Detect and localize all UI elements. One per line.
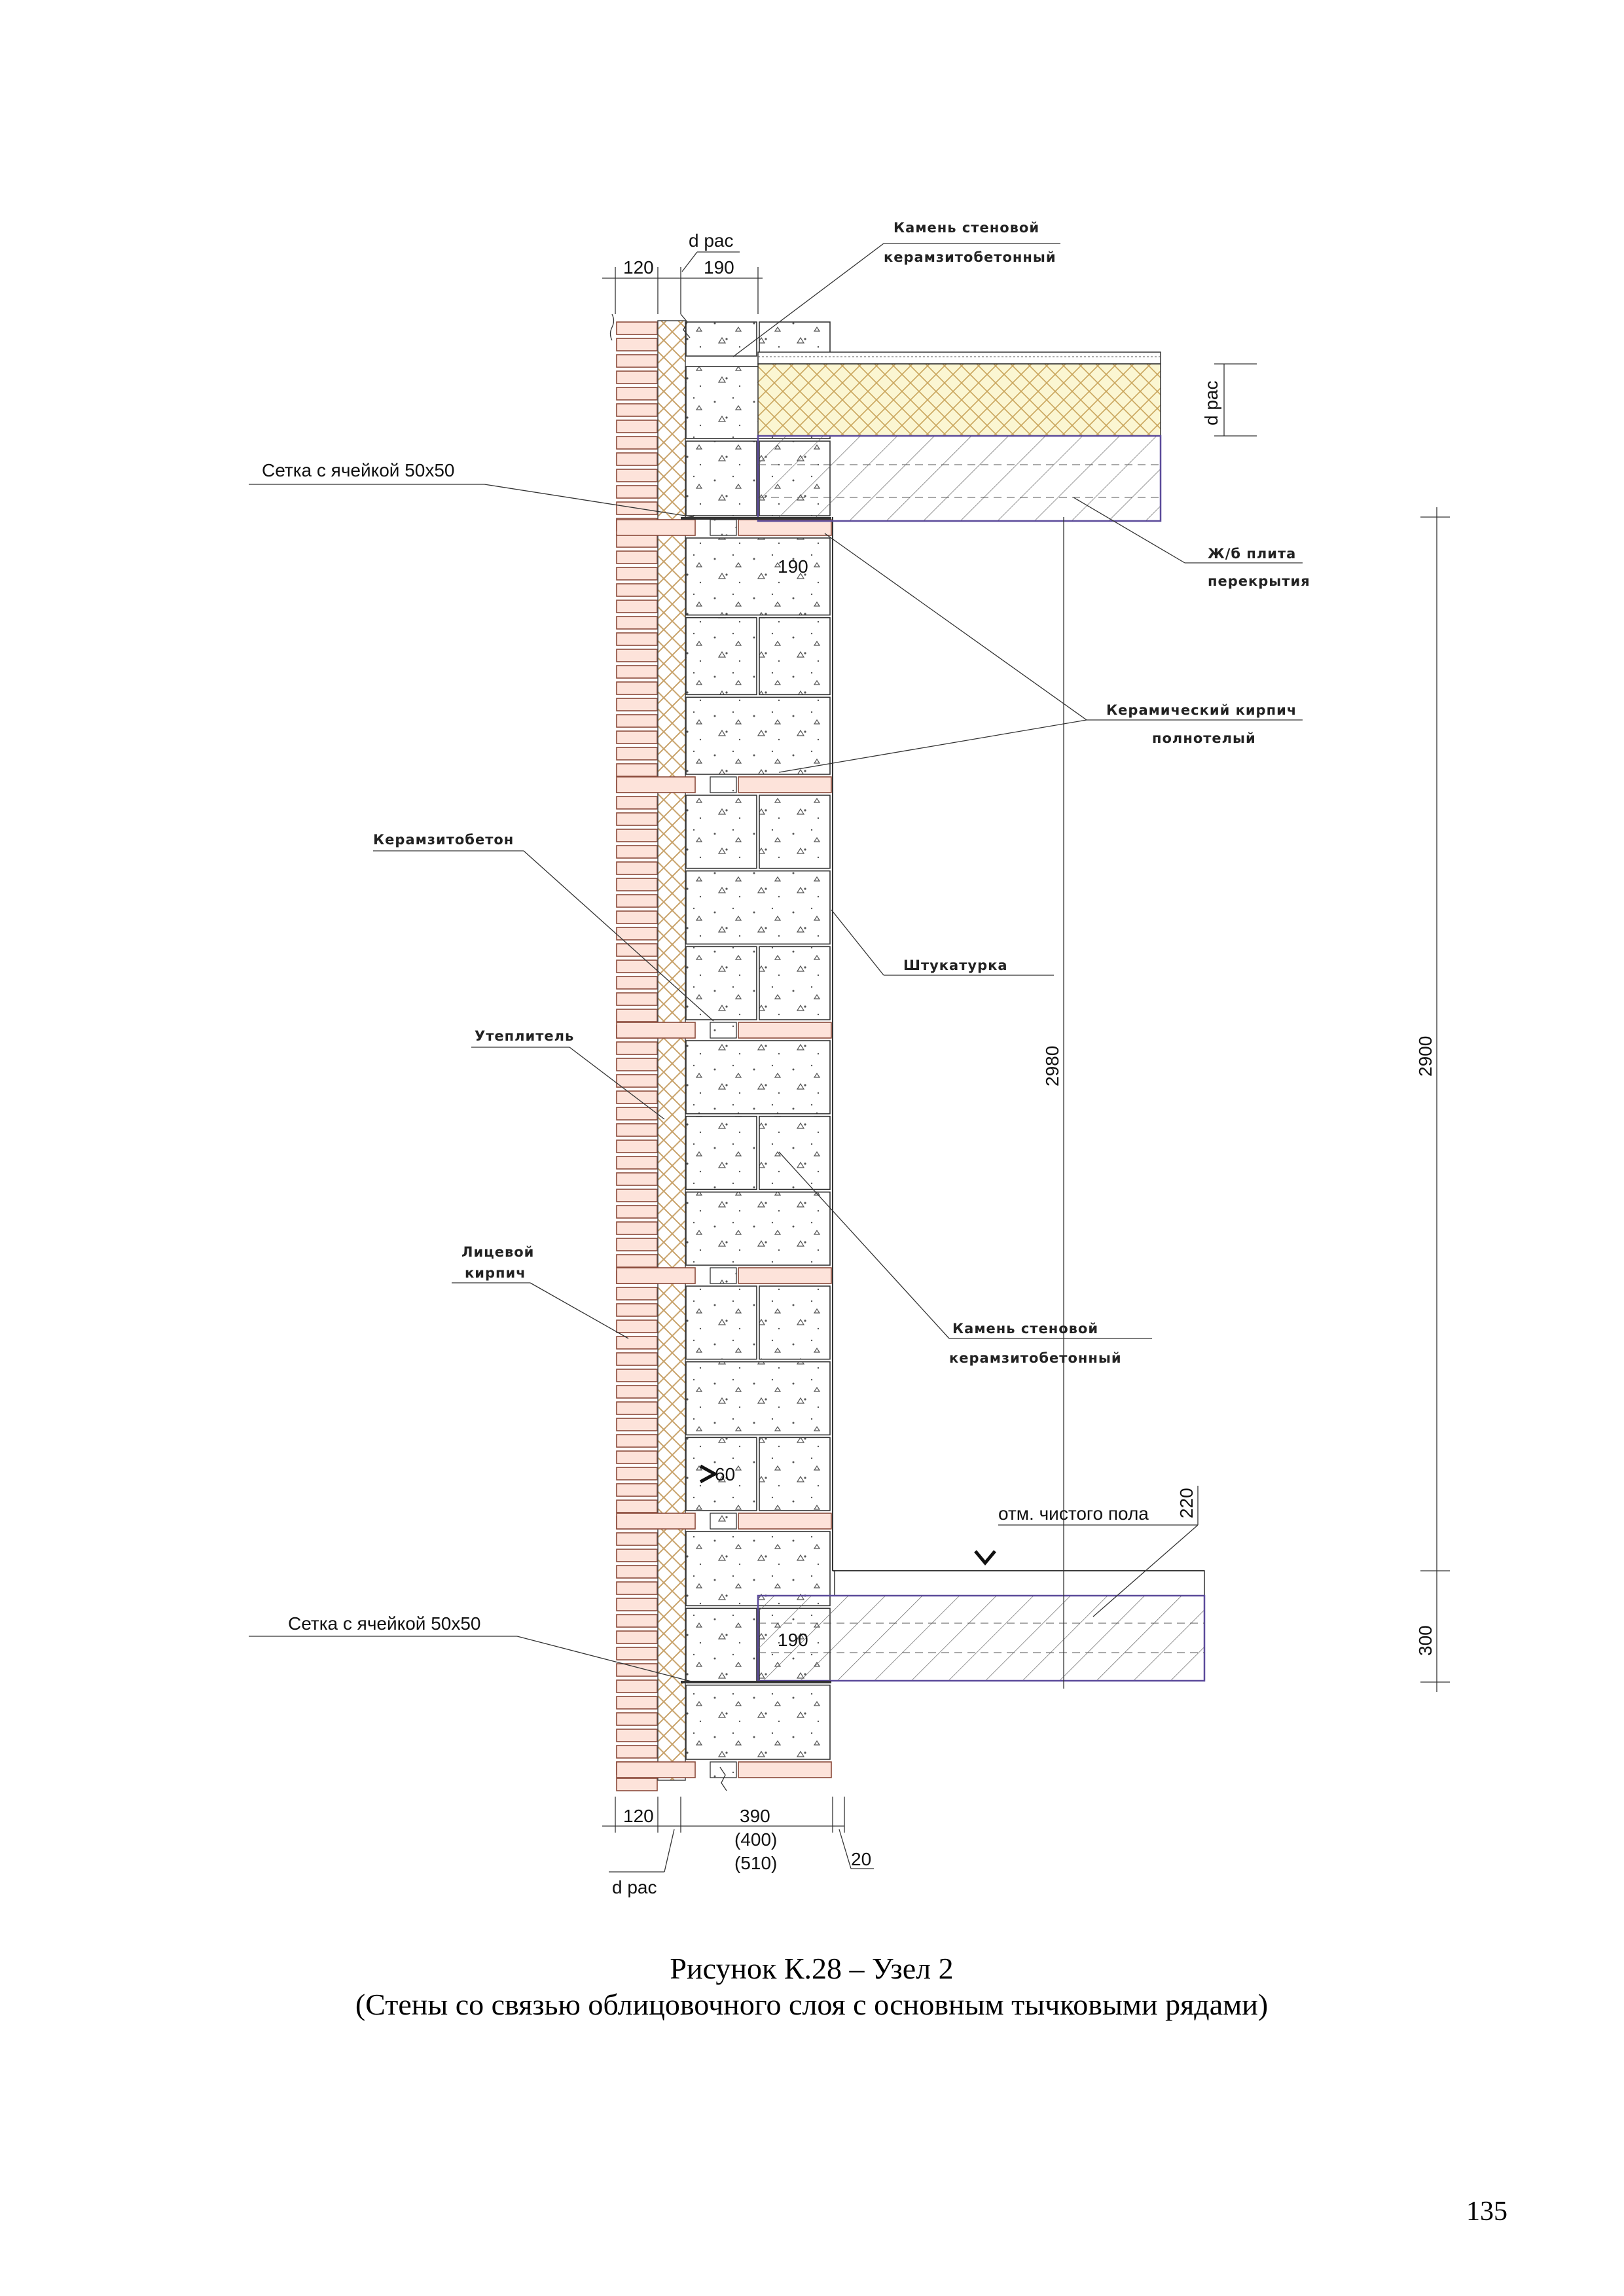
label-otm-pola: отм. чистого пола bbox=[998, 1503, 1149, 1524]
facing-brick bbox=[617, 1664, 657, 1676]
facing-brick bbox=[617, 960, 657, 973]
label-licevoy-1: Лицевой bbox=[461, 1244, 535, 1260]
concrete-block bbox=[759, 795, 830, 869]
concrete-block bbox=[686, 618, 757, 695]
tie-brick bbox=[617, 1022, 695, 1038]
facing-brick bbox=[617, 567, 657, 580]
label-licevoy-2: кирпич bbox=[465, 1265, 526, 1281]
concrete-block bbox=[686, 1362, 830, 1435]
label-plita-1: Ж/б плита bbox=[1208, 546, 1297, 562]
concrete-block bbox=[759, 618, 830, 695]
label-kamen-mid-1: Камень стеновой bbox=[952, 1321, 1099, 1336]
facing-brick bbox=[617, 1713, 657, 1725]
ceramic-brick bbox=[738, 1268, 831, 1283]
facing-brick bbox=[617, 1680, 657, 1693]
keramzit-concrete-fill bbox=[710, 777, 736, 793]
facing-brick bbox=[617, 1435, 657, 1447]
dim-top-120: 120 bbox=[623, 257, 654, 278]
facing-brick bbox=[617, 437, 657, 449]
label-kamen-top-2: керамзитобетонный bbox=[884, 249, 1056, 265]
dim-bottom-390: 390 bbox=[740, 1806, 770, 1826]
facing-brick bbox=[617, 1566, 657, 1578]
dim-d-ras-right: d рас bbox=[1201, 380, 1221, 425]
facing-brick bbox=[617, 1075, 657, 1087]
dim-2980: 2980 bbox=[1042, 1045, 1062, 1086]
facing-brick bbox=[617, 1778, 657, 1791]
facing-brick bbox=[617, 944, 657, 956]
facing-brick bbox=[617, 1549, 657, 1562]
facing-brick bbox=[617, 338, 657, 351]
facing-brick bbox=[617, 1729, 657, 1742]
facing-brick bbox=[617, 895, 657, 907]
figure-caption-line1: Рисунок К.28 – Узел 2 bbox=[670, 1952, 954, 1985]
concrete-block bbox=[759, 1117, 830, 1190]
concrete-block bbox=[686, 795, 757, 869]
concrete-block bbox=[686, 1192, 830, 1265]
tie-brick bbox=[617, 1762, 695, 1778]
label-kamen-mid-2: керамзитобетонный bbox=[949, 1350, 1122, 1366]
keramzit-concrete-fill bbox=[710, 1513, 736, 1529]
facing-brick bbox=[617, 1009, 657, 1022]
facing-brick bbox=[617, 1304, 657, 1316]
facing-brick bbox=[617, 1287, 657, 1300]
facing-brick bbox=[617, 1582, 657, 1594]
dim-bottom-20: 20 bbox=[851, 1849, 872, 1869]
facing-brick bbox=[617, 420, 657, 433]
concrete-block bbox=[686, 441, 757, 516]
tie-brick bbox=[617, 1513, 695, 1529]
insulation-layer bbox=[658, 321, 685, 1780]
facing-brick bbox=[617, 993, 657, 1005]
label-setka-bottom: Сетка с ячейкой 50х50 bbox=[288, 1613, 481, 1634]
concrete-block bbox=[686, 322, 757, 356]
facing-brick bbox=[617, 1336, 657, 1349]
facing-brick bbox=[617, 1222, 657, 1234]
keramzit-concrete-fill bbox=[710, 1762, 736, 1778]
tie-brick bbox=[617, 520, 695, 535]
facing-brick bbox=[617, 829, 657, 842]
keramzit-concrete-fill bbox=[710, 1022, 736, 1038]
facing-brick bbox=[617, 1746, 657, 1758]
facing-brick bbox=[617, 1631, 657, 1643]
facing-brick bbox=[617, 1451, 657, 1463]
concrete-block-layer bbox=[686, 322, 830, 1759]
facing-brick bbox=[617, 1320, 657, 1333]
concrete-block bbox=[759, 1286, 830, 1359]
facing-brick-layer bbox=[617, 322, 657, 1791]
concrete-block bbox=[759, 1437, 830, 1511]
concrete-block bbox=[686, 538, 830, 615]
dim-2900: 2900 bbox=[1415, 1035, 1435, 1077]
facing-brick bbox=[617, 1467, 657, 1480]
facing-brick bbox=[617, 846, 657, 858]
label-shtukaturka: Штукатурка bbox=[903, 958, 1008, 973]
dim-d-ras-top: d рас bbox=[689, 230, 734, 251]
concrete-block bbox=[686, 1117, 757, 1190]
facing-brick bbox=[617, 1533, 657, 1545]
facing-brick bbox=[617, 1173, 657, 1185]
dim-bottom-400: (400) bbox=[734, 1829, 778, 1850]
facing-brick bbox=[617, 1238, 657, 1251]
facing-brick bbox=[617, 698, 657, 711]
dim-mid-190: 190 bbox=[778, 556, 808, 577]
ceramic-brick bbox=[738, 777, 831, 793]
facing-brick bbox=[617, 1386, 657, 1398]
concrete-block bbox=[686, 1608, 757, 1682]
concrete-block bbox=[686, 1532, 830, 1605]
facing-brick bbox=[617, 1500, 657, 1513]
dim-300: 300 bbox=[1415, 1625, 1435, 1656]
facing-brick bbox=[617, 486, 657, 498]
ceramic-brick bbox=[738, 1762, 831, 1778]
facing-brick bbox=[617, 1189, 657, 1202]
facing-brick bbox=[617, 1042, 657, 1054]
label-plita-2: перекрытия bbox=[1208, 573, 1310, 589]
facing-brick bbox=[617, 649, 657, 662]
facing-brick bbox=[617, 1206, 657, 1218]
facing-brick bbox=[617, 1615, 657, 1627]
facing-brick bbox=[617, 977, 657, 989]
tie-brick bbox=[617, 1268, 695, 1283]
facing-brick bbox=[617, 617, 657, 629]
dim-bottom-190: 190 bbox=[778, 1630, 808, 1650]
facing-brick bbox=[617, 878, 657, 891]
facing-brick bbox=[617, 927, 657, 940]
facing-brick bbox=[617, 731, 657, 744]
concrete-block bbox=[686, 1685, 830, 1759]
figure-caption-line2: (Стены со связью облицовочного слоя с основным тычковыми рядами) bbox=[355, 1988, 1269, 2021]
facing-brick bbox=[617, 600, 657, 613]
label-keram-kirpich-1: Керамический кирпич bbox=[1106, 702, 1297, 718]
facing-brick bbox=[617, 862, 657, 874]
facing-brick bbox=[617, 1091, 657, 1103]
tie-brick bbox=[617, 777, 695, 793]
facing-brick bbox=[617, 1696, 657, 1709]
facing-brick bbox=[617, 535, 657, 547]
dim-d-ras-bottom: d рас bbox=[612, 1877, 657, 1897]
facing-brick bbox=[617, 682, 657, 694]
facing-brick bbox=[617, 747, 657, 760]
concrete-block bbox=[686, 946, 757, 1020]
facing-brick bbox=[617, 1353, 657, 1365]
facing-brick bbox=[617, 1157, 657, 1169]
facing-brick bbox=[617, 633, 657, 645]
facing-brick bbox=[617, 1140, 657, 1153]
facing-brick bbox=[617, 764, 657, 776]
facing-brick bbox=[617, 715, 657, 727]
facing-brick bbox=[617, 1647, 657, 1660]
page-number: 135 bbox=[1466, 2197, 1507, 2227]
concrete-block bbox=[759, 322, 830, 356]
facing-brick bbox=[617, 813, 657, 825]
concrete-block bbox=[686, 697, 830, 774]
concrete-block bbox=[759, 946, 830, 1020]
keramzit-concrete-fill bbox=[710, 520, 736, 535]
facing-brick bbox=[617, 584, 657, 596]
label-kamen-top-1: Камень стеновой bbox=[893, 220, 1040, 236]
concrete-block bbox=[686, 871, 830, 944]
dim-bottom-510: (510) bbox=[734, 1853, 778, 1873]
dim-60: 60 bbox=[715, 1464, 736, 1484]
facing-brick bbox=[617, 322, 657, 334]
facing-brick bbox=[617, 1484, 657, 1496]
facing-brick bbox=[617, 551, 657, 564]
facing-brick bbox=[617, 1418, 657, 1431]
facing-brick bbox=[617, 1369, 657, 1382]
facing-brick bbox=[617, 1402, 657, 1414]
dim-bottom-120: 120 bbox=[623, 1806, 654, 1826]
ceramic-brick bbox=[738, 1022, 831, 1038]
facing-brick bbox=[617, 371, 657, 384]
label-keramzitobeton: Керамзитобетон bbox=[373, 832, 514, 848]
facing-brick bbox=[617, 911, 657, 924]
dim-top-190: 190 bbox=[704, 257, 734, 278]
label-keram-kirpich-2: полнотелый bbox=[1152, 730, 1256, 746]
facing-brick bbox=[617, 469, 657, 482]
label-setka-top: Сетка с ячейкой 50х50 bbox=[262, 460, 455, 480]
facing-brick bbox=[617, 453, 657, 465]
facing-brick bbox=[617, 797, 657, 809]
facing-brick bbox=[617, 387, 657, 400]
facing-brick bbox=[617, 1598, 657, 1611]
dim-220: 220 bbox=[1176, 1488, 1197, 1518]
facing-brick bbox=[617, 666, 657, 678]
label-uteplitel: Утеплитель bbox=[475, 1028, 575, 1044]
concrete-block bbox=[686, 1041, 830, 1114]
facing-brick bbox=[617, 404, 657, 416]
facing-brick bbox=[617, 1058, 657, 1071]
facing-brick bbox=[617, 355, 657, 367]
ceramic-brick bbox=[738, 520, 831, 535]
facing-brick bbox=[617, 1255, 657, 1267]
concrete-block bbox=[686, 1286, 757, 1359]
facing-brick bbox=[617, 1124, 657, 1136]
keramzit-concrete-fill bbox=[710, 1268, 736, 1283]
ceramic-brick bbox=[738, 1513, 831, 1529]
